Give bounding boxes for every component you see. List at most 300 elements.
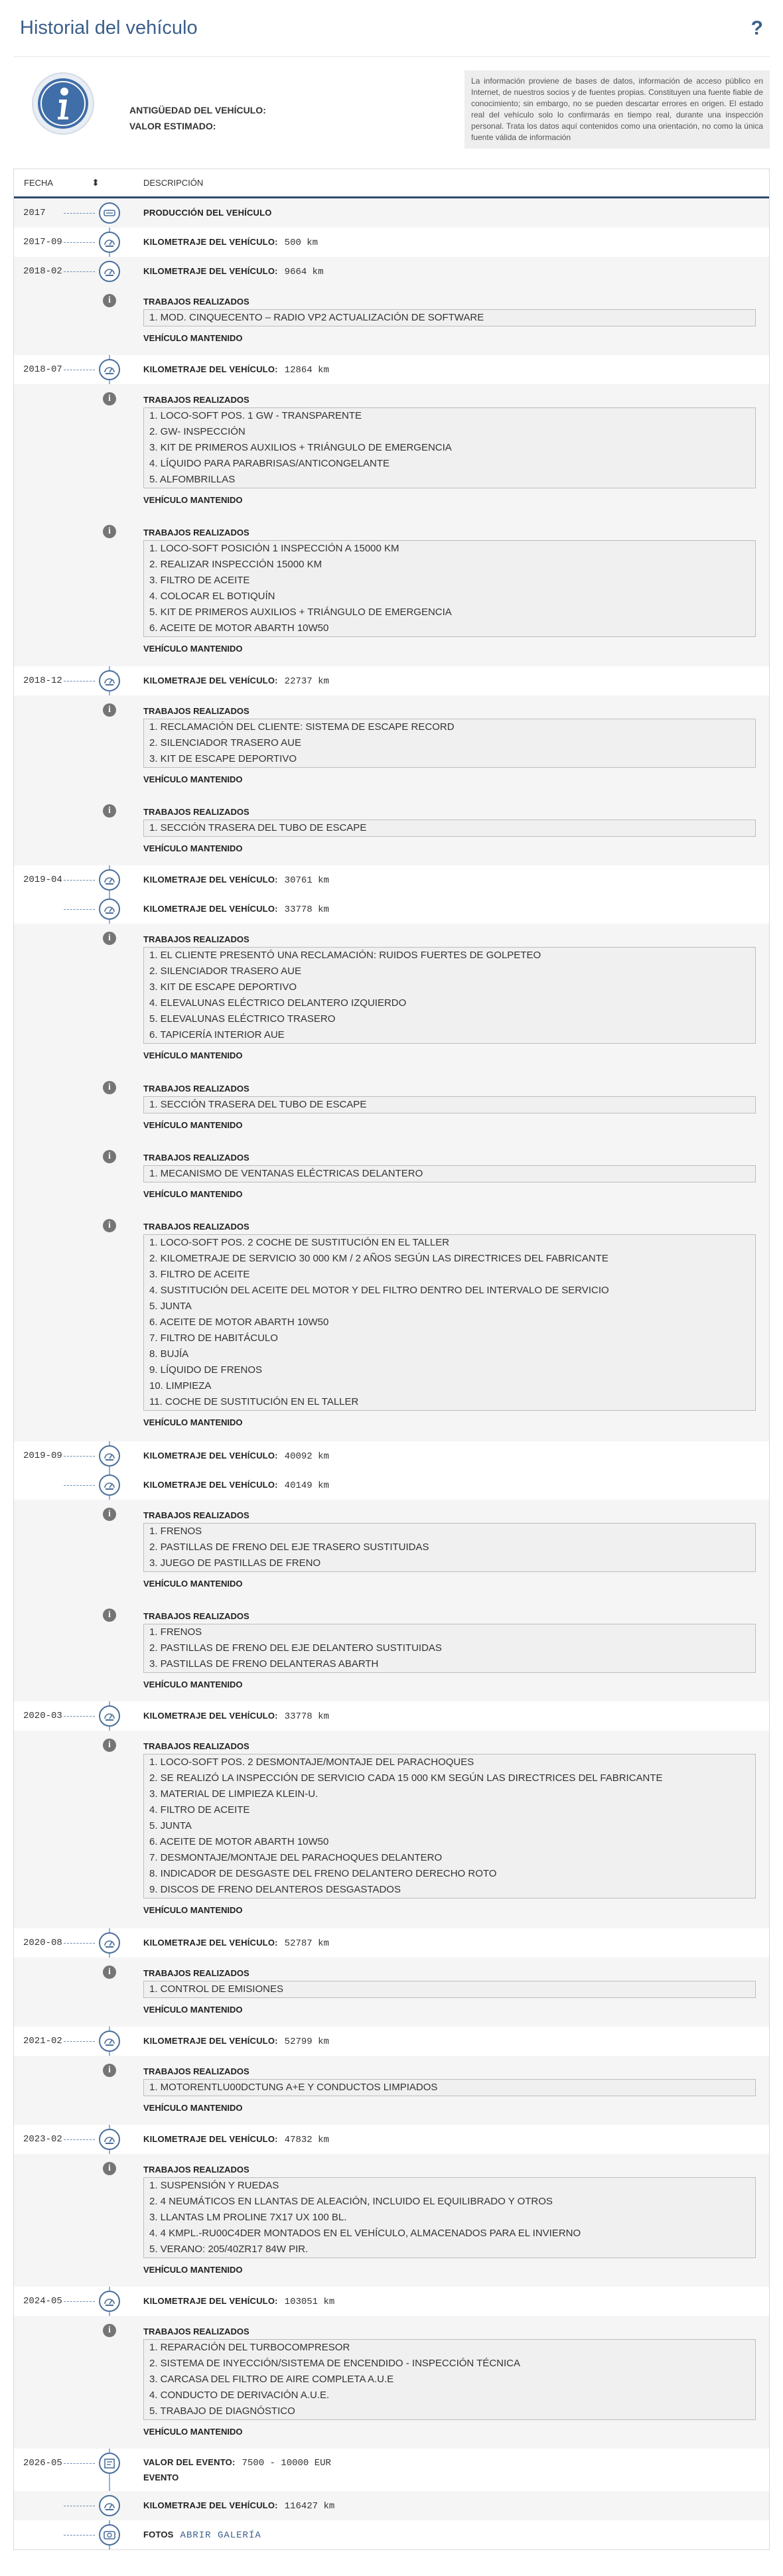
info-icon: i (103, 1081, 116, 1094)
work-item: 1. LOCO-SOFT POS. 2 COCHE DE SUSTITUCIÓN EN EL TALLER (149, 1237, 450, 1248)
work-item: 4. 4 KMPL.-RU00C4DER MONTADOS EN EL VEHÍCULO, ALMACENADOS PARA EL INVIERNO (149, 2228, 581, 2239)
date-cell (14, 1731, 133, 1928)
event-value: 7500 - 10000 EUR (242, 2458, 331, 2469)
description-cell (133, 1731, 769, 1926)
timeline-row (14, 257, 769, 286)
description-cell (133, 2154, 769, 2285)
date-cell (14, 2154, 133, 2287)
estimated-value-label: VALOR ESTIMADO: (129, 121, 216, 131)
work-item: 2. 4 NEUMÁTICOS EN LLANTAS DE ALEACIÓN, INCLUIDO EL EQUILIBRADO Y OTROS (149, 2196, 553, 2207)
description-column-header: DESCRIPCIÓN (143, 178, 204, 188)
work-entry (14, 286, 769, 355)
info-icon: i (103, 2324, 116, 2337)
work-item: 4. SUSTITUCIÓN DEL ACEITE DEL MOTOR Y DEL FILTRO DENTRO DEL INTERVALO DE SERVICIO (149, 1285, 609, 1296)
info-icon: i (103, 2162, 116, 2175)
work-title: TRABAJOS REALIZADOS (143, 528, 249, 537)
work-item: 3. LLANTAS LM PROLINE 7X17 UX 100 BL. (149, 2212, 347, 2223)
description-cell (133, 1928, 769, 1958)
date-text: 2018-02 (23, 266, 62, 277)
timeline-row (14, 1701, 769, 1731)
timeline-row (14, 198, 769, 228)
info-icon: i (103, 294, 116, 307)
timeline-row (14, 1928, 769, 1958)
date-text: 2026-05 (23, 2458, 62, 2469)
work-title: TRABAJOS REALIZADOS (143, 2165, 249, 2175)
maintained-label: VEHÍCULO MANTENIDO (143, 774, 243, 784)
event-value-label: VALOR DEL EVENTO: (143, 2457, 236, 2467)
work-item: 2. SILENCIADOR TRASERO AUE (149, 966, 301, 977)
work-item: 4. COLOCAR EL BOTIQUÍN (149, 591, 275, 602)
info-icon: i (103, 1508, 116, 1521)
odometer-icon (99, 1474, 120, 1496)
work-entry (14, 2316, 769, 2449)
work-item: 4. ELEVALUNAS ELÉCTRICO DELANTERO IZQUIERDO (149, 997, 407, 1009)
work-title: TRABAJOS REALIZADOS (143, 1084, 249, 1094)
date-text: 2017-09 (23, 237, 62, 248)
date-text: 2019-09 (23, 1451, 62, 1461)
work-entry (14, 1500, 769, 1601)
work-item: 8. INDICADOR DE DESGASTE DEL FRENO DELANTERO DERECHO ROTO (149, 1868, 497, 1879)
description-cell (133, 894, 769, 924)
work-entry (14, 1142, 769, 1211)
odometer-icon (99, 670, 120, 691)
work-item: 1. FRENOS (149, 1626, 202, 1638)
timeline-connector (64, 1943, 95, 1944)
timeline-row (14, 2449, 769, 2491)
work-item: 3. PASTILLAS DE FRENO DELANTERAS ABARTH (149, 1658, 379, 1670)
work-item: 1. SECCIÓN TRASERA DEL TUBO DE ESCAPE (149, 822, 367, 833)
maintained-label: VEHÍCULO MANTENIDO (143, 1417, 243, 1427)
open-gallery-link[interactable]: ABRIR GALERÍA (180, 2530, 261, 2541)
work-item: 2. SISTEMA DE INYECCIÓN/SISTEMA DE ENCENDIDO - INSPECCIÓN TÉCNICA (149, 2358, 520, 2369)
timeline-row (14, 228, 769, 257)
odometer-icon (99, 1445, 120, 1467)
timeline-connector (64, 213, 95, 214)
date-cell (14, 286, 133, 355)
mileage-value: 40149 km (284, 1480, 329, 1491)
help-icon[interactable]: ? (750, 17, 763, 39)
timeline-connector (64, 271, 95, 272)
odometer-icon (99, 869, 120, 891)
work-list (143, 2339, 756, 2420)
mileage-value: 9664 km (284, 267, 324, 277)
description-cell (133, 1470, 769, 1500)
maintained-label: VEHÍCULO MANTENIDO (143, 333, 243, 343)
work-item: 1. REPARACIÓN DEL TURBOCOMPRESOR (149, 2342, 350, 2353)
work-item: 2. SILENCIADOR TRASERO AUE (149, 737, 301, 749)
work-title: TRABAJOS REALIZADOS (143, 1741, 249, 1751)
vehicle-age-label: ANTIGÜEDAD DEL VEHÍCULO: (129, 105, 266, 115)
description-cell (133, 1601, 769, 1700)
maintained-label: VEHÍCULO MANTENIDO (143, 2265, 243, 2275)
description-cell (133, 228, 769, 257)
description-cell (133, 2287, 769, 2317)
mileage-label: KILOMETRAJE DEL VEHÍCULO: (143, 2500, 278, 2510)
timeline-row (14, 355, 769, 384)
date-text: 2024-05 (23, 2296, 62, 2307)
description-cell (133, 1500, 769, 1599)
work-list (143, 947, 756, 1044)
work-list (143, 1754, 756, 1898)
work-entry (14, 1731, 769, 1928)
work-title: TRABAJOS REALIZADOS (143, 934, 249, 944)
mileage-label: KILOMETRAJE DEL VEHÍCULO: (143, 1480, 278, 1490)
work-item: 4. CONDUCTO DE DERIVACIÓN A.U.E. (149, 2390, 330, 2401)
maintained-label: VEHÍCULO MANTENIDO (143, 1189, 243, 1199)
date-column-header[interactable] (14, 178, 133, 188)
work-list (143, 1096, 756, 1113)
work-list (143, 1165, 756, 1182)
date-text: 2018-07 (23, 364, 62, 375)
mileage-label: KILOMETRAJE DEL VEHÍCULO: (143, 904, 278, 914)
page-title: Historial del vehículo (20, 17, 198, 38)
date-cell (14, 1958, 133, 2027)
maintained-label: VEHÍCULO MANTENIDO (143, 2005, 243, 2015)
work-item: 5. TRABAJO DE DIAGNÓSTICO (149, 2405, 295, 2417)
mileage-label: KILOMETRAJE DEL VEHÍCULO: (143, 1711, 278, 1721)
work-item: 3. CARCASA DEL FILTRO DE AIRE COMPLETA A.U.E (149, 2374, 394, 2385)
work-item: 1. LOCO-SOFT POS. 2 DESMONTAJE/MONTAJE DEL PARACHOQUES (149, 1756, 474, 1768)
work-title: TRABAJOS REALIZADOS (143, 1968, 249, 1978)
odometer-icon (99, 2031, 120, 2052)
work-item: 5. ALFOMBRILLAS (149, 474, 236, 485)
event-label: EVENTO (143, 2472, 179, 2482)
description-cell (133, 286, 769, 354)
maintained-label: VEHÍCULO MANTENIDO (143, 843, 243, 853)
work-item: 2. SE REALIZÓ LA INSPECCIÓN DE SERVICIO CADA 15 000 KM SEGÚN LAS DIRECTRICES DEL FABRICANTE (149, 1772, 663, 1784)
work-title: TRABAJOS REALIZADOS (143, 2066, 249, 2076)
description-cell (133, 695, 769, 795)
table-header (14, 169, 769, 198)
work-item: 5. KIT DE PRIMEROS AUXILIOS + TRIÁNGULO DE EMERGENCIA (149, 607, 452, 618)
date-cell (14, 796, 133, 865)
description-cell (133, 865, 769, 895)
description-cell (133, 1211, 769, 1438)
description-cell (133, 2125, 769, 2155)
work-item: 4. LÍQUIDO PARA PARABRISAS/ANTICONGELANTE (149, 458, 390, 469)
description-cell (133, 517, 769, 664)
work-title: TRABAJOS REALIZADOS (143, 395, 249, 405)
work-item: 8. BUJÍA (149, 1348, 189, 1360)
description-cell (133, 666, 769, 696)
work-item: 7. DESMONTAJE/MONTAJE DEL PARACHOQUES DELANTERO (149, 1852, 443, 1863)
description-cell (133, 1142, 769, 1210)
work-list (143, 1981, 756, 1998)
mileage-value: 33778 km (284, 904, 329, 915)
sort-icon[interactable]: ⬍ (92, 177, 100, 188)
work-title: TRABAJOS REALIZADOS (143, 1611, 249, 1621)
mileage-label: KILOMETRAJE DEL VEHÍCULO: (143, 2036, 278, 2046)
work-item: 9. DISCOS DE FRENO DELANTEROS DESGASTADOS (149, 1884, 401, 1895)
mileage-label: KILOMETRAJE DEL VEHÍCULO: (143, 2296, 278, 2306)
description-cell (133, 198, 769, 228)
work-item: 2. GW- INSPECCIÓN (149, 426, 246, 437)
work-item: 6. ACEITE DE MOTOR ABARTH 10W50 (149, 622, 329, 634)
timeline-row (14, 2287, 769, 2316)
work-list (143, 309, 756, 326)
timeline-row (14, 2491, 769, 2520)
description-cell (133, 1073, 769, 1141)
description-cell (133, 1441, 769, 1471)
work-item: 1. MOD. CINQUECENTO – RADIO VP2 ACTUALIZACIÓN DE SOFTWARE (149, 312, 484, 323)
event-value-line (143, 2457, 756, 2469)
mileage-value: 116427 km (284, 2501, 335, 2512)
date-cell (14, 1211, 133, 1441)
date-text: 2018-12 (23, 676, 62, 686)
work-title: TRABAJOS REALIZADOS (143, 297, 249, 307)
timeline-connector (64, 2139, 95, 2140)
info-icon: i (103, 1219, 116, 1232)
work-item: 3. FILTRO DE ACEITE (149, 575, 250, 586)
work-title: TRABAJOS REALIZADOS (143, 807, 249, 817)
maintained-label: VEHÍCULO MANTENIDO (143, 2427, 243, 2437)
info-icon: i (103, 1966, 116, 1979)
work-item: 3. KIT DE ESCAPE DEPORTIVO (149, 753, 297, 764)
work-list (143, 2079, 756, 2096)
description-cell (133, 2027, 769, 2056)
timeline-connector (64, 242, 95, 243)
odometer-icon (99, 1705, 120, 1727)
photos-label: FOTOS (143, 2530, 174, 2540)
maintained-label: VEHÍCULO MANTENIDO (143, 1680, 243, 1689)
info-icon: i (103, 703, 116, 717)
work-item: 11. COCHE DE SUSTITUCIÓN EN EL TALLER (149, 1396, 359, 1407)
maintained-label: VEHÍCULO MANTENIDO (143, 1905, 243, 1915)
date-cell (14, 2316, 133, 2449)
mileage-label: KILOMETRAJE DEL VEHÍCULO: (143, 1938, 278, 1948)
timeline-connector (64, 1485, 95, 1486)
maintained-label: VEHÍCULO MANTENIDO (143, 1579, 243, 1589)
work-item: 3. MATERIAL DE LIMPIEZA KLEIN-U. (149, 1788, 319, 1800)
odometer-icon (99, 898, 120, 920)
work-item: 6. ACEITE DE MOTOR ABARTH 10W50 (149, 1836, 329, 1847)
timeline-connector (64, 880, 95, 881)
timeline-connector (64, 2041, 95, 2042)
date-cell (14, 1142, 133, 1211)
work-item: 1. CONTROL DE EMISIONES (149, 1983, 283, 1995)
work-item: 1. SECCIÓN TRASERA DEL TUBO DE ESCAPE (149, 1099, 367, 1110)
odometer-icon (99, 261, 120, 282)
work-item: 3. FILTRO DE ACEITE (149, 1269, 250, 1280)
info-icon: i (103, 1150, 116, 1163)
work-list (143, 719, 756, 768)
date-text: 2021-02 (23, 2036, 62, 2046)
work-list (143, 407, 756, 488)
work-item: 4. FILTRO DE ACEITE (149, 1804, 250, 1816)
work-item: 1. LOCO-SOFT POS. 1 GW - TRANSPARENTE (149, 410, 362, 421)
info-icon: i (103, 932, 116, 945)
description-cell (133, 924, 769, 1071)
date-text: 2023-02 (23, 2134, 62, 2145)
info-icon: i (103, 1739, 116, 1752)
mileage-value: 33778 km (284, 1711, 329, 1722)
work-item: 3. KIT DE PRIMEROS AUXILIOS + TRIÁNGULO DE EMERGENCIA (149, 442, 452, 453)
work-list (143, 1523, 756, 1572)
mileage-value: 52799 km (284, 2037, 329, 2047)
work-item: 7. FILTRO DE HABITÁCULO (149, 1332, 278, 1344)
description-cell (133, 2520, 769, 2550)
timeline-connector (64, 1456, 95, 1457)
disclaimer-text: La información proviene de bases de datos, información de acceso público en Internet, de nuestros socios y de fuentes propias. Constituyen una fuente fiable de conocimiento; sin embargo, no se pueden descartar errores en origen. El estado real del vehículo solo lo confirmarás en tiempo real, durante una inspección personal. Trata los datos aquí contenidos como una orientación, no como la única fuente válida de información (464, 70, 770, 149)
description-cell (133, 2449, 769, 2482)
work-item: 10. LIMPIEZA (149, 1380, 212, 1392)
mileage-label: KILOMETRAJE DEL VEHÍCULO: (143, 676, 278, 685)
work-entry (14, 1211, 769, 1441)
work-item: 5. JUNTA (149, 1301, 192, 1312)
info-icon: i (103, 525, 116, 538)
timeline-row (14, 666, 769, 695)
description-cell (133, 1701, 769, 1731)
description-cell (133, 1958, 769, 2025)
mileage-label: KILOMETRAJE DEL VEHÍCULO: (143, 2134, 278, 2144)
work-item: 1. LOCO-SOFT POSICIÓN 1 INSPECCIÓN A 15000 KM (149, 543, 399, 554)
work-title: TRABAJOS REALIZADOS (143, 706, 249, 716)
mileage-value: 40092 km (284, 1451, 329, 1462)
work-list (143, 1234, 756, 1411)
work-item: 6. TAPICERÍA INTERIOR AUE (149, 1029, 285, 1040)
info-logo-icon (30, 70, 96, 137)
description-cell (133, 2056, 769, 2123)
work-item: 9. LÍQUIDO DE FRENOS (149, 1364, 263, 1376)
work-title: TRABAJOS REALIZADOS (143, 1153, 249, 1163)
timeline-connector (64, 2463, 95, 2464)
timeline-connector (64, 1716, 95, 1717)
car-production-icon (99, 202, 120, 224)
work-entry (14, 796, 769, 865)
work-item: 1. SUSPENSIÓN Y RUEDAS (149, 2180, 279, 2191)
production-label: PRODUCCIÓN DEL VEHÍCULO (143, 208, 272, 218)
work-entry (14, 2056, 769, 2125)
odometer-icon (99, 2495, 120, 2516)
odometer-icon (99, 2129, 120, 2150)
work-entry (14, 384, 769, 517)
work-list (143, 2177, 756, 2258)
work-item: 1. RECLAMACIÓN DEL CLIENTE: SISTEMA DE ESCAPE RECORD (149, 721, 455, 733)
timeline-connector (64, 909, 95, 910)
work-item: 1. MOTORENTLU00DCTUNG A+E Y CONDUCTOS LIMPIADOS (149, 2082, 438, 2093)
work-entry (14, 1958, 769, 2027)
work-item: 1. FRENOS (149, 1526, 202, 1537)
header (13, 0, 770, 57)
work-title: TRABAJOS REALIZADOS (143, 1222, 249, 1232)
maintained-label: VEHÍCULO MANTENIDO (143, 2103, 243, 2113)
info-icon: i (103, 1609, 116, 1622)
work-list (143, 1624, 756, 1673)
vehicle-summary (13, 57, 770, 169)
mileage-value: 52787 km (284, 1938, 329, 1949)
work-entry (14, 924, 769, 1073)
work-title: TRABAJOS REALIZADOS (143, 2326, 249, 2336)
work-item: 2. PASTILLAS DE FRENO DEL EJE DELANTERO SUSTITUIDAS (149, 1642, 442, 1654)
work-item: 2. REALIZAR INSPECCIÓN 15000 KM (149, 559, 322, 570)
mileage-value: 47832 km (284, 2135, 329, 2145)
date-cell (14, 384, 133, 517)
work-item: 5. ELEVALUNAS ELÉCTRICO TRASERO (149, 1013, 336, 1025)
maintained-label: VEHÍCULO MANTENIDO (143, 1050, 243, 1060)
date-text: 2017 (23, 208, 46, 218)
timeline-row (14, 1441, 769, 1470)
date-cell (14, 924, 133, 1073)
mileage-value: 500 km (284, 238, 319, 248)
date-text: 2019-04 (23, 875, 62, 885)
info-icon: i (103, 2064, 116, 2077)
price-tag-icon (99, 2453, 120, 2474)
odometer-icon (99, 232, 120, 253)
work-entry (14, 1601, 769, 1701)
description-cell (133, 2491, 769, 2521)
work-entry (14, 1073, 769, 1142)
history-table (13, 169, 770, 2550)
timeline-row (14, 865, 769, 894)
work-list (143, 820, 756, 837)
maintained-label: VEHÍCULO MANTENIDO (143, 495, 243, 505)
work-item: 1. MECANISMO DE VENTANAS ELÉCTRICAS DELANTERO (149, 1168, 423, 1179)
camera-icon (99, 2524, 120, 2545)
description-cell (133, 796, 769, 864)
timeline-row (14, 1470, 769, 1500)
mileage-label: KILOMETRAJE DEL VEHÍCULO: (143, 364, 278, 374)
mileage-value: 30761 km (284, 875, 329, 886)
description-cell (133, 384, 769, 516)
summary-labels (129, 102, 464, 134)
description-cell (133, 355, 769, 385)
timeline-row (14, 2027, 769, 2056)
timeline-connector (64, 2301, 95, 2302)
timeline-row (14, 894, 769, 924)
work-entry (14, 517, 769, 666)
mileage-label: KILOMETRAJE DEL VEHÍCULO: (143, 237, 278, 247)
work-item: 2. PASTILLAS DE FRENO DEL EJE TRASERO SUSTITUIDAS (149, 1541, 429, 1553)
mileage-label: KILOMETRAJE DEL VEHÍCULO: (143, 1451, 278, 1461)
date-text: 2020-03 (23, 1711, 62, 1721)
work-item: 2. KILOMETRAJE DE SERVICIO 30 000 KM / 2 AÑOS SEGÚN LAS DIRECTRICES DEL FABRICANTE (149, 1253, 608, 1264)
timeline (14, 198, 769, 2549)
work-entry (14, 2154, 769, 2287)
mileage-label: KILOMETRAJE DEL VEHÍCULO: (143, 266, 278, 276)
work-item: 1. EL CLIENTE PRESENTÓ UNA RECLAMACIÓN: RUIDOS FUERTES DE GOLPETEO (149, 950, 541, 961)
description-cell (133, 2316, 769, 2447)
mileage-value: 103051 km (284, 2297, 335, 2307)
timeline-connector (64, 2535, 95, 2536)
mileage-value: 12864 km (284, 365, 329, 376)
date-text: 2020-08 (23, 1938, 62, 1948)
maintained-label: VEHÍCULO MANTENIDO (143, 1120, 243, 1130)
odometer-icon (99, 1932, 120, 1954)
work-entry (14, 695, 769, 796)
work-title: TRABAJOS REALIZADOS (143, 1510, 249, 1520)
date-cell (14, 1073, 133, 1142)
work-item: 3. JUEGO DE PASTILLAS DE FRENO (149, 1557, 321, 1569)
info-icon: i (103, 804, 116, 818)
date-column-label: FECHA (24, 178, 54, 188)
timeline-row (14, 2125, 769, 2154)
work-list (143, 540, 756, 637)
work-item: 5. VERANO: 205/40ZR17 84W PIR. (149, 2244, 309, 2255)
date-cell (14, 517, 133, 666)
odometer-icon (99, 359, 120, 380)
work-item: 5. JUNTA (149, 1820, 192, 1831)
info-icon: i (103, 392, 116, 405)
odometer-icon (99, 2291, 120, 2312)
description-cell (133, 257, 769, 287)
timeline-row (14, 2520, 769, 2549)
maintained-label: VEHÍCULO MANTENIDO (143, 644, 243, 654)
mileage-value: 22737 km (284, 676, 329, 687)
work-item: 6. ACEITE DE MOTOR ABARTH 10W50 (149, 1317, 329, 1328)
mileage-label: KILOMETRAJE DEL VEHÍCULO: (143, 875, 278, 885)
date-cell (14, 2056, 133, 2125)
work-item: 3. KIT DE ESCAPE DEPORTIVO (149, 981, 297, 993)
